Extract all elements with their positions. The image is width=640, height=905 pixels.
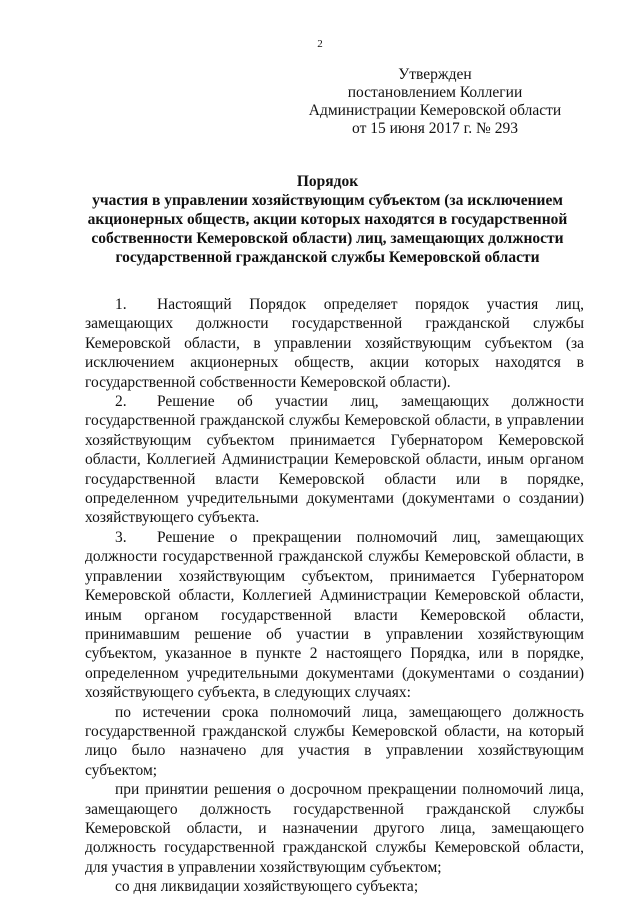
paragraph-3 [85, 528, 584, 703]
title-subtitle: участия в управлении хозяйствующим субъектом (за исключением акционерных обществ, акции которых находятся в государственной собственности Кемеровской области) лиц, замещающих должности государственной гражданской службы Кемеровской области [87, 192, 568, 266]
approval-line: постановлением Коллегии [347, 84, 523, 101]
paragraph-text: при принятии решения о досрочном прекращении полномочий лица, замещающего должность государственной гражданской службы Кемеровской области, и назначении другого лица, замещающего должность государственной гражданской службы Кемеровской области, для участия в управлении хозяйствующим субъектом; [85, 781, 584, 876]
paragraph-1 [85, 295, 584, 392]
page-number: 2 [317, 38, 323, 50]
paragraph-text: со дня ликвидации хозяйствующего субъекта; [115, 878, 419, 896]
paragraph-text: Решение об участии лиц, замещающих должности государственной гражданской службы Кемеровской области, в управлении хозяйствующим субъектом принимается Губернатором Кемеровской области, Коллегией Администрации Кемеровской области, иным органом государственной власти Кемеровской области или в порядке, определенном учредительными документами (документами о создании) хозяйствующего субъекта. [85, 393, 584, 527]
subitem-early-termination [85, 780, 584, 877]
subitem-term-expiry [85, 703, 584, 781]
document-body [85, 295, 584, 897]
approval-line: от 15 июня 2017 г. № 293 [352, 120, 518, 137]
paragraph-2 [85, 392, 584, 528]
paragraph-number: 3. [115, 528, 127, 546]
paragraph-text: по истечении срока полномочий лица, замещающего должность государственной гражданской службы Кемеровской области, на который лицо было назначено для участия в управлении хозяйствующим субъектом; [85, 703, 584, 779]
subitem-liquidation [85, 877, 584, 896]
paragraph-text: Решение о прекращении полномочий лиц, замещающих должности государственной гражданской службы Кемеровской области, в управлении хозяйствующим субъектом, принимается Губернатором Кемеровской области, Коллегией Администрации Кемеровской области, иным органом государственной власти Кемеровской области, принимавшим решение об участии в управлении хозяйствующим субъектом, указанное в пункте 2 настоящего Порядка, или в порядке, определенном учредительными документами (документами о создании) хозяйствующего субъекта, в следующих случаях: [85, 528, 584, 702]
paragraph-text: Настоящий Порядок определяет порядок участия лиц, замещающих должности государственной гражданской службы Кемеровской области, в управлении хозяйствующим субъектом (за исключением акционерных обществ, акции которых находятся в государственной собственности Кемеровской области). [85, 296, 584, 391]
approval-line: Утвержден [398, 66, 472, 83]
paragraph-number: 2. [115, 393, 127, 411]
document-title [80, 172, 575, 267]
approval-stamp [300, 66, 570, 138]
title-heading: Порядок [296, 173, 359, 190]
paragraph-number: 1. [115, 296, 127, 313]
approval-line: Администрации Кемеровской области [308, 102, 562, 119]
